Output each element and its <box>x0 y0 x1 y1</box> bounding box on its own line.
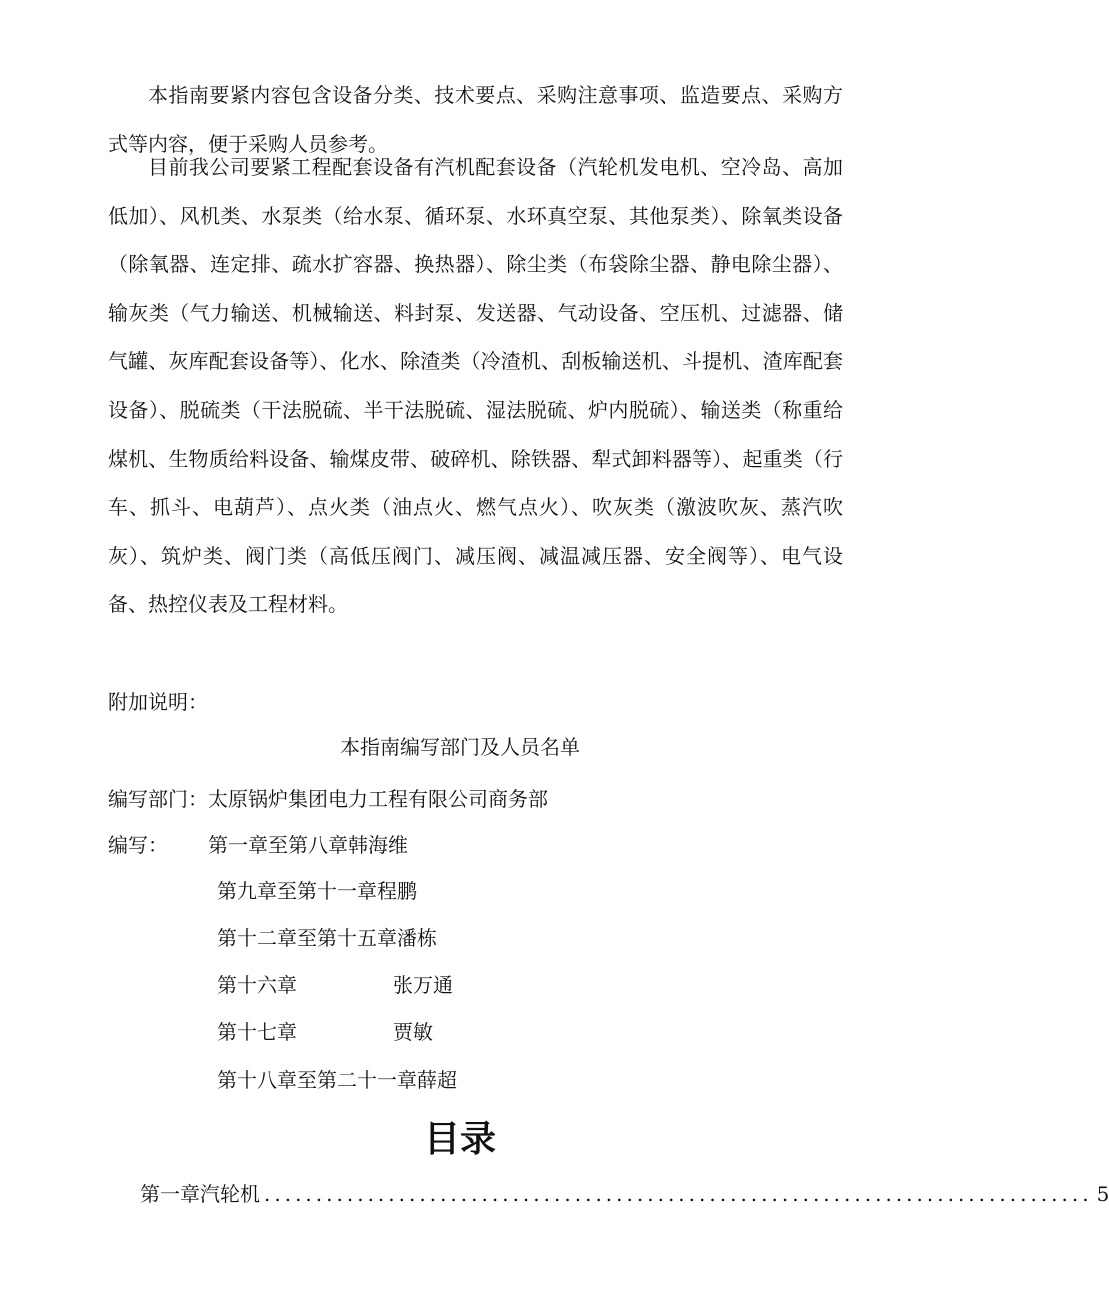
department-name: 太原锅炉集团电力工程有限公司商务部 <box>208 787 548 811</box>
writer-entry: 第九章至第十一章程鹏 <box>217 879 417 903</box>
department-label: 编写部门： <box>108 787 208 811</box>
writer-entry-chapter: 第十七章 <box>217 1020 297 1044</box>
writer-entry: 第十二章至第十五章潘栋 <box>217 926 437 950</box>
writer-entry: 第十八章至第二十一章薛超 <box>217 1068 457 1092</box>
writer-entry-chapter: 第十六章 <box>217 973 297 997</box>
toc-leader-dots: ................................................................................ <box>264 1182 1093 1206</box>
roster-title: 本指南编写部门及人员名单 <box>340 735 580 759</box>
writer-entry-name: 张万通 <box>393 973 453 997</box>
writer-entry-name: 贾敏 <box>393 1020 433 1044</box>
toc-entry[interactable] <box>140 1180 1109 1208</box>
intro-paragraph-2: 目前我公司要紧工程配套设备有汽机配套设备（汽轮机发电机、空冷岛、高加低加）、风机类、水泵类（给水泵、循环泵、水环真空泵、其他泵类）、除氧类设备（除氧器、连定排、疏水扩容器、换热器）、除尘类（布袋除尘器、静电除尘器）、输灰类（气力输送、机械输送、料封泵、发送器、气动设备、空压机、过滤器、储气罐、灰库配套设备等）、化水、除渣类（冷渣机、刮板输送机、斗提机、渣库配套设备）、脱硫类（干法脱硫、半干法脱硫、湿法脱硫、炉内脱硫）、输送类（称重给煤机、生物质给料设备、输煤皮带、破碎机、除铁器、犁式卸料器等）、起重类（行车、抓斗、电葫芦）、点火类（油点火、燃气点火）、吹灰类（激波吹灰、蒸汽吹灰）、筑炉类、阀门类（高低压阀门、减压阀、减温减压器、安全阀等）、电气设备、热控仪表及工程材料。 <box>108 155 843 617</box>
toc-title: 目录 <box>423 1119 496 1160</box>
writer-label: 编写： <box>108 833 168 857</box>
toc-entry-page: 5 <box>1096 1182 1109 1206</box>
writer-entry: 第一章至第八章韩海维 <box>208 833 408 857</box>
department-row <box>108 785 548 813</box>
toc-entry-label: 第一章汽轮机 <box>140 1182 260 1206</box>
intro-paragraph-1: 本指南要紧内容包含设备分类、技术要点、采购注意事项、监造要点、采购方式等内容，便于采购人员参考。 <box>108 83 843 156</box>
note-label: 附加说明： <box>108 690 208 714</box>
